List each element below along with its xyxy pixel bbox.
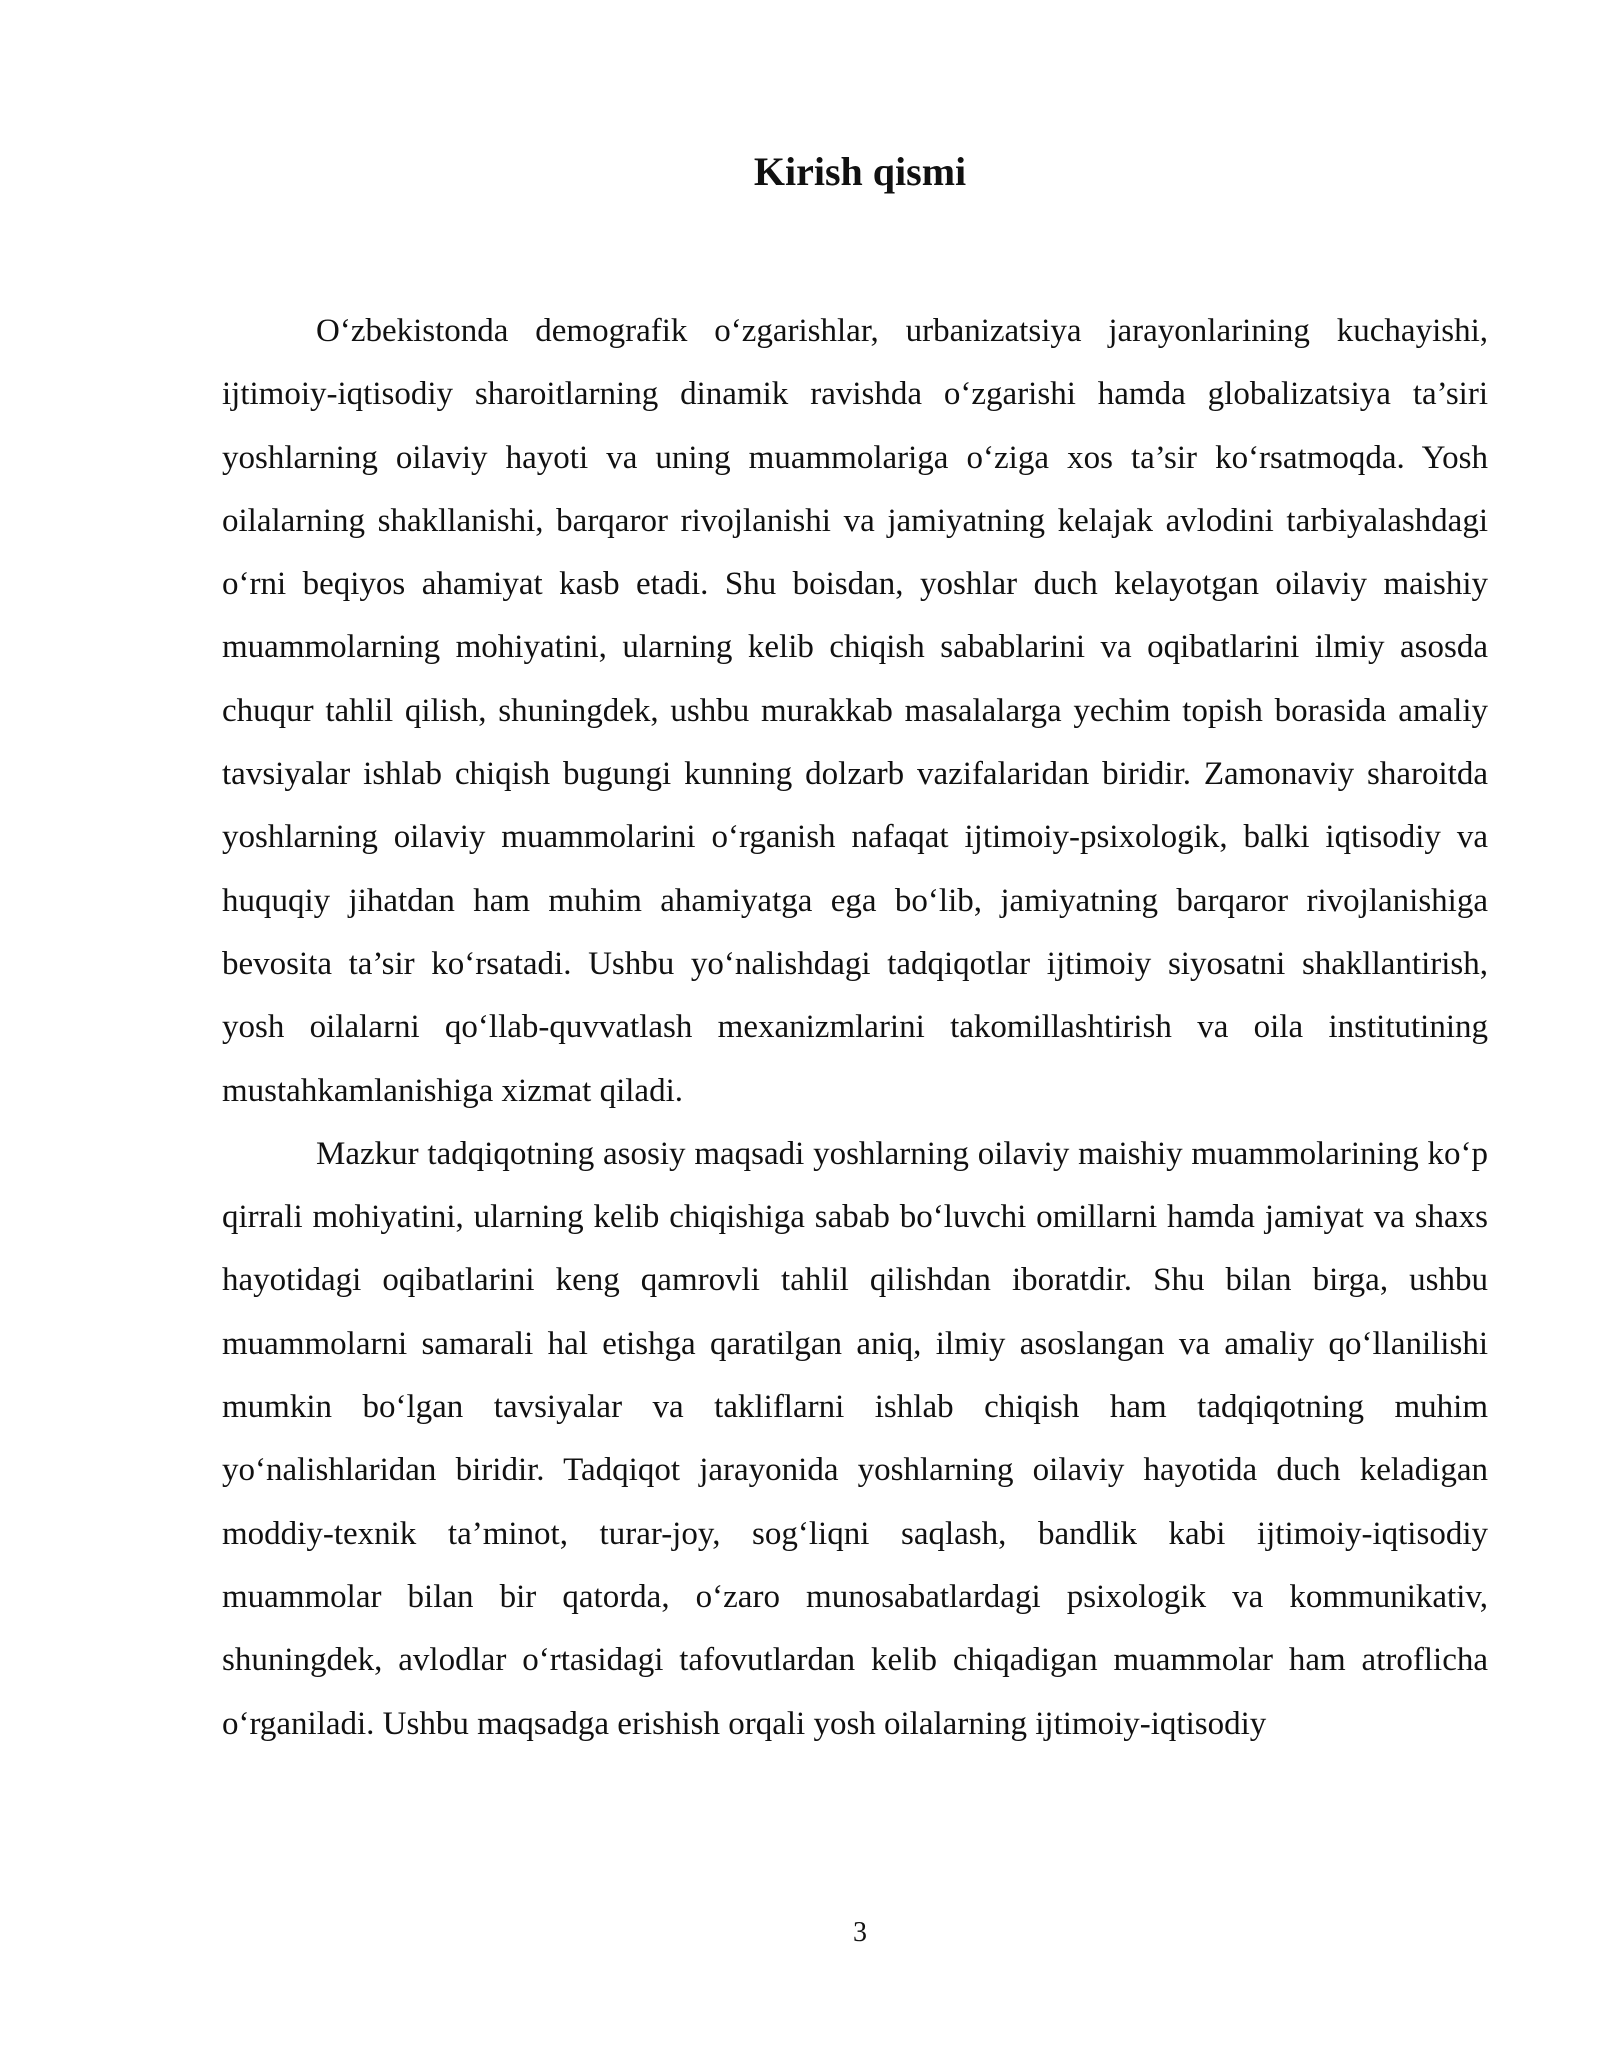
page-title: Kirish qismi <box>753 149 967 194</box>
paragraph: O‘zbekistonda demografik o‘zgarishlar, urbanizatsiya jarayonlarining kuchayishi, ijtimoiy-iqtisodiy sharoitlarning dinamik ravishda o‘zgarishi hamda globalizatsiya ta’siri yoshlarning oilaviy hayoti va uning muammolariga o‘ziga xos ta’sir ko‘rsatmoqda. Yosh oilalarning shakllanishi, barqaror rivojlanishi va jamiyatning kelajak avlodini tarbiyalashdagi o‘rni beqiyos ahamiyat kasb etadi. Shu boisdan, yoshlar duch kelayotgan oilaviy maishiy muammolarning mohiyatini, ularning kelib chiqish sabablarini va oqibatlarini ilmiy asosda chuqur tahlil qilish, shuningdek, ushbu murakkab masalalarga yechim topish borasida amaliy tavsiyalar ishlab chiqish bugungi kunning dolzarb vazifalaridan biridir. Zamonaviy sharoitda yoshlarning oilaviy muammolarini o‘rganish nafaqat ijtimoiy-psixologik, balki iqtisodiy va huquqiy jihatdan ham muhim ahamiyatga ega bo‘lib, jamiyatning barqaror rivojlanishiga bevosita ta’sir ko‘rsatadi. Ushbu yo‘nalishdagi tadqiqotlar ijtimoiy siyosatni shakllantirish, yosh oilalarni qo‘llab-quvvatlash mexanizmlarini takomillashtirish va oila institutining mustahkamlanishiga xizmat qiladi. <box>222 313 1488 1109</box>
page-number: 3 <box>853 1917 867 1948</box>
body-text <box>222 300 1488 1756</box>
paragraph: Mazkur tadqiqotning asosiy maqsadi yoshlarning oilaviy maishiy muammolarining ko‘p qirrali mohiyatini, ularning kelib chiqishiga sabab bo‘luvchi omillarni hamda jamiyat va shaxs hayotidagi oqibatlarini keng qamrovli tahlil qilishdan iboratdir. Shu bilan birga, ushbu muammolarni samarali hal etishga qaratilgan aniq, ilmiy asoslangan va amaliy qo‘llanilishi mumkin bo‘lgan tavsiyalar va takliflarni ishlab chiqish ham tadqiqotning muhim yo‘nalishlaridan biridir. Tadqiqot jarayonida yoshlarning oilaviy hayotida duch keladigan moddiy-texnik ta’minot, turar-joy, sog‘liqni saqlash, bandlik kabi ijtimoiy-iqtisodiy muammolar bilan bir qatorda, o‘zaro munosabatlardagi psixologik va kommunikativ, shuningdek, avlodlar o‘rtasidagi tafovutlardan kelib chiqadigan muammolar ham atroflicha o‘rganiladi. Ushbu maqsadga erishish orqali yosh oilalarning ijtimoiy-iqtisodiy <box>222 1135 1488 1742</box>
